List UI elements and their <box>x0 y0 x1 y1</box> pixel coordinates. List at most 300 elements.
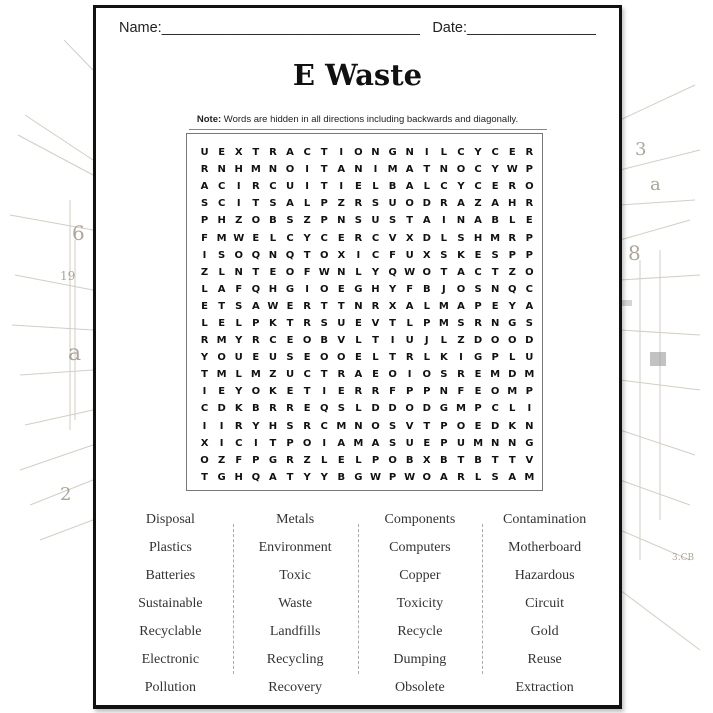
grid-cell[interactable]: Q <box>507 283 517 295</box>
grid-cell[interactable]: A <box>491 198 500 210</box>
grid-cell[interactable]: O <box>422 471 432 483</box>
grid-cell[interactable]: L <box>440 335 448 347</box>
grid-cell[interactable]: M <box>455 403 466 415</box>
grid-cell[interactable]: T <box>320 300 328 312</box>
grid-cell[interactable]: Y <box>200 352 209 364</box>
grid-cell[interactable]: Z <box>269 369 277 381</box>
grid-cell[interactable]: T <box>252 147 260 159</box>
grid-cell[interactable]: F <box>457 386 465 398</box>
grid-cell[interactable]: N <box>456 215 466 227</box>
grid-cell[interactable]: N <box>439 386 449 398</box>
grid-cell[interactable]: U <box>371 215 380 227</box>
grid-cell[interactable]: U <box>405 335 414 347</box>
grid-cell[interactable]: N <box>490 283 500 295</box>
grid-cell[interactable]: P <box>440 437 448 449</box>
grid-cell[interactable]: N <box>508 437 517 449</box>
grid-cell[interactable]: M <box>507 386 518 398</box>
grid-cell[interactable]: R <box>286 454 294 466</box>
grid-cell[interactable]: I <box>424 147 429 159</box>
grid-cell[interactable]: T <box>491 266 499 278</box>
grid-cell[interactable]: F <box>201 232 208 244</box>
grid-cell[interactable]: S <box>388 437 397 449</box>
grid-cell[interactable]: B <box>474 454 482 466</box>
grid-cell[interactable]: A <box>457 266 465 278</box>
grid-cell[interactable]: T <box>372 335 379 347</box>
grid-cell[interactable]: X <box>405 232 414 244</box>
grid-cell[interactable]: Q <box>388 266 397 278</box>
grid-cell[interactable]: U <box>456 437 466 449</box>
grid-cell[interactable]: D <box>422 403 431 415</box>
grid-cell[interactable]: R <box>440 198 448 210</box>
grid-cell[interactable]: Q <box>251 471 261 483</box>
grid-cell[interactable]: K <box>508 420 517 432</box>
grid-cell[interactable]: R <box>371 300 380 312</box>
grid-cell[interactable]: U <box>337 317 346 329</box>
grid-cell[interactable]: I <box>202 386 207 398</box>
grid-cell[interactable]: W <box>404 266 416 278</box>
grid-cell[interactable]: M <box>353 437 364 449</box>
grid-cell[interactable]: O <box>285 266 295 278</box>
grid-cell[interactable]: T <box>337 300 345 312</box>
grid-cell[interactable]: I <box>219 437 224 449</box>
grid-cell[interactable]: I <box>322 386 327 398</box>
grid-cell[interactable]: T <box>423 420 431 432</box>
grid-cell[interactable]: E <box>303 352 311 364</box>
grid-cell[interactable]: H <box>217 215 226 227</box>
grid-cell[interactable]: E <box>474 249 482 261</box>
grid-cell[interactable]: N <box>268 164 278 176</box>
grid-cell[interactable]: D <box>508 369 517 381</box>
grid-cell[interactable]: G <box>508 317 517 329</box>
grid-cell[interactable]: Y <box>457 181 465 193</box>
grid-cell[interactable]: Q <box>251 249 261 261</box>
grid-cell[interactable]: P <box>440 420 448 432</box>
grid-cell[interactable]: P <box>491 352 499 364</box>
grid-cell[interactable]: A <box>286 147 294 159</box>
grid-cell[interactable]: P <box>320 215 328 227</box>
grid-cell[interactable]: U <box>405 437 414 449</box>
date-field[interactable]: Date:________________ <box>432 20 596 36</box>
grid-cell[interactable]: L <box>509 352 516 364</box>
grid-cell[interactable]: U <box>525 352 534 364</box>
grid-cell[interactable]: F <box>235 454 243 466</box>
grid-cell[interactable]: A <box>217 283 226 295</box>
grid-cell[interactable]: Y <box>320 471 328 483</box>
grid-cell[interactable]: S <box>388 420 397 432</box>
grid-cell[interactable]: O <box>456 283 466 295</box>
grid-cell[interactable]: B <box>252 403 260 415</box>
grid-cell[interactable]: M <box>524 471 535 483</box>
grid-cell[interactable]: E <box>218 147 226 159</box>
grid-cell[interactable]: F <box>235 283 243 295</box>
grid-cell[interactable]: M <box>490 369 501 381</box>
grid-cell[interactable]: O <box>251 215 261 227</box>
grid-cell[interactable]: P <box>252 454 260 466</box>
grid-cell[interactable]: A <box>337 164 346 176</box>
grid-cell[interactable]: H <box>234 164 243 176</box>
grid-cell[interactable]: D <box>490 420 500 432</box>
grid-cell[interactable]: C <box>491 147 499 159</box>
grid-cell[interactable]: A <box>251 300 260 312</box>
grid-cell[interactable]: B <box>388 181 397 193</box>
grid-cell[interactable]: G <box>354 283 363 295</box>
grid-cell[interactable]: M <box>438 317 449 329</box>
grid-cell[interactable]: E <box>491 181 499 193</box>
grid-cell[interactable]: K <box>234 403 243 415</box>
grid-cell[interactable]: O <box>302 335 312 347</box>
grid-cell[interactable]: A <box>405 181 414 193</box>
grid-cell[interactable]: K <box>439 352 448 364</box>
grid-cell[interactable]: O <box>456 164 466 176</box>
grid-cell[interactable]: C <box>303 147 311 159</box>
grid-cell[interactable]: U <box>388 198 397 210</box>
grid-cell[interactable]: K <box>269 386 277 398</box>
grid-cell[interactable]: E <box>286 335 294 347</box>
grid-cell[interactable]: L <box>423 300 430 312</box>
grid-cell[interactable]: E <box>337 386 345 398</box>
grid-cell[interactable]: S <box>474 283 482 295</box>
grid-cell[interactable]: K <box>269 317 277 329</box>
grid-cell[interactable]: Y <box>371 266 380 278</box>
grid-cell[interactable]: D <box>217 403 226 415</box>
grid-cell[interactable]: S <box>371 198 380 210</box>
grid-cell[interactable]: C <box>320 420 328 432</box>
grid-cell[interactable]: X <box>234 147 243 159</box>
grid-cell[interactable]: O <box>200 454 209 466</box>
grid-cell[interactable]: E <box>286 300 294 312</box>
grid-cell[interactable]: B <box>405 454 414 466</box>
grid-cell[interactable]: I <box>322 437 327 449</box>
grid-cell[interactable]: I <box>236 181 241 193</box>
grid-cell[interactable]: P <box>525 232 533 244</box>
grid-cell[interactable]: M <box>490 232 501 244</box>
grid-cell[interactable]: I <box>253 437 258 449</box>
grid-cell[interactable]: C <box>303 369 311 381</box>
grid-cell[interactable]: D <box>371 403 380 415</box>
name-field[interactable]: Name:________________________________ <box>119 20 420 36</box>
grid-cell[interactable]: E <box>354 181 362 193</box>
grid-cell[interactable]: R <box>354 386 363 398</box>
grid-cell[interactable]: Y <box>303 232 311 244</box>
grid-cell[interactable]: E <box>423 437 431 449</box>
grid-cell[interactable]: T <box>406 215 414 227</box>
grid-cell[interactable]: E <box>286 386 294 398</box>
grid-cell[interactable]: L <box>509 215 516 227</box>
grid-cell[interactable]: I <box>236 198 241 210</box>
grid-cell[interactable]: S <box>200 198 209 210</box>
grid-cell[interactable]: Z <box>235 215 243 227</box>
grid-cell[interactable]: L <box>509 403 516 415</box>
grid-cell[interactable]: Y <box>235 335 243 347</box>
grid-cell[interactable]: N <box>337 266 346 278</box>
grid-cell[interactable]: F <box>389 249 396 261</box>
grid-cell[interactable]: R <box>200 164 209 176</box>
grid-cell[interactable]: P <box>508 249 516 261</box>
grid-cell[interactable]: I <box>339 147 344 159</box>
grid-cell[interactable]: T <box>457 454 465 466</box>
grid-cell[interactable]: H <box>268 283 278 295</box>
grid-cell[interactable]: Y <box>252 420 260 432</box>
grid-cell[interactable]: Z <box>303 215 311 227</box>
grid-cell[interactable]: L <box>440 147 448 159</box>
grid-cell[interactable]: E <box>525 215 533 227</box>
grid-cell[interactable]: S <box>525 317 533 329</box>
grid-cell[interactable]: Y <box>388 283 397 295</box>
grid-cell[interactable]: Q <box>319 403 329 415</box>
grid-cell[interactable]: E <box>508 147 516 159</box>
grid-cell[interactable]: L <box>355 454 362 466</box>
grid-cell[interactable]: J <box>424 335 429 347</box>
grid-cell[interactable]: R <box>303 420 311 432</box>
grid-cell[interactable]: S <box>320 317 328 329</box>
grid-cell[interactable]: I <box>459 352 463 364</box>
grid-cell[interactable]: W <box>369 471 381 483</box>
grid-cell[interactable]: Z <box>457 335 465 347</box>
grid-cell[interactable]: T <box>218 300 226 312</box>
grid-cell[interactable]: X <box>337 249 346 261</box>
grid-cell[interactable]: C <box>286 232 294 244</box>
grid-cell[interactable]: N <box>490 437 500 449</box>
grid-cell[interactable]: A <box>286 198 294 210</box>
grid-cell[interactable]: N <box>354 420 363 432</box>
grid-cell[interactable]: R <box>525 198 534 210</box>
grid-cell[interactable]: G <box>354 471 363 483</box>
grid-cell[interactable]: F <box>389 386 396 398</box>
grid-cell[interactable]: O <box>388 454 397 466</box>
grid-cell[interactable]: L <box>355 403 362 415</box>
grid-cell[interactable]: N <box>371 147 380 159</box>
grid-cell[interactable]: D <box>388 403 397 415</box>
grid-cell[interactable]: P <box>200 215 209 227</box>
grid-cell[interactable]: O <box>302 437 312 449</box>
grid-cell[interactable]: M <box>216 335 227 347</box>
grid-cell[interactable]: P <box>371 454 380 466</box>
grid-cell[interactable]: R <box>234 420 243 432</box>
grid-cell[interactable]: Z <box>508 266 516 278</box>
grid-cell[interactable]: R <box>525 147 534 159</box>
grid-cell[interactable]: O <box>507 335 517 347</box>
grid-cell[interactable]: A <box>474 215 482 227</box>
grid-cell[interactable]: L <box>201 317 208 329</box>
grid-cell[interactable]: J <box>441 283 446 295</box>
grid-cell[interactable]: A <box>371 437 380 449</box>
grid-cell[interactable]: T <box>201 471 208 483</box>
grid-cell[interactable]: R <box>474 317 482 329</box>
grid-cell[interactable]: S <box>457 232 465 244</box>
grid-cell[interactable]: T <box>269 437 277 449</box>
grid-cell[interactable]: T <box>286 317 294 329</box>
grid-cell[interactable]: S <box>286 215 294 227</box>
grid-cell[interactable]: I <box>441 215 446 227</box>
grid-cell[interactable]: P <box>388 471 397 483</box>
grid-cell[interactable]: O <box>217 352 226 364</box>
grid-cell[interactable]: A <box>354 369 363 381</box>
grid-cell[interactable]: R <box>303 300 311 312</box>
grid-cell[interactable]: I <box>407 369 412 381</box>
grid-cell[interactable]: C <box>217 181 226 193</box>
grid-cell[interactable]: C <box>491 403 499 415</box>
grid-cell[interactable]: G <box>268 454 278 466</box>
grid-cell[interactable]: P <box>474 300 482 312</box>
grid-cell[interactable]: Y <box>235 386 243 398</box>
grid-cell[interactable]: V <box>525 454 534 466</box>
grid-cell[interactable]: A <box>439 471 448 483</box>
grid-cell[interactable]: Z <box>474 198 482 210</box>
grid-cell[interactable]: S <box>440 369 448 381</box>
grid-cell[interactable]: A <box>508 471 517 483</box>
grid-cell[interactable]: C <box>235 437 243 449</box>
grid-cell[interactable]: A <box>457 300 465 312</box>
grid-cell[interactable]: M <box>250 164 261 176</box>
grid-cell[interactable]: L <box>440 232 448 244</box>
grid-cell[interactable]: L <box>201 283 208 295</box>
grid-cell[interactable]: I <box>202 420 207 432</box>
grid-cell[interactable]: R <box>286 403 294 415</box>
grid-cell[interactable]: P <box>423 317 431 329</box>
grid-cell[interactable]: P <box>525 249 533 261</box>
grid-cell[interactable]: E <box>201 300 208 312</box>
grid-cell[interactable]: S <box>337 403 345 415</box>
grid-cell[interactable]: B <box>440 454 448 466</box>
grid-cell[interactable]: X <box>200 437 209 449</box>
grid-cell[interactable]: A <box>405 300 414 312</box>
grid-cell[interactable]: N <box>268 249 278 261</box>
grid-cell[interactable]: N <box>234 266 243 278</box>
grid-cell[interactable]: O <box>319 283 329 295</box>
grid-cell[interactable]: P <box>252 317 260 329</box>
grid-cell[interactable]: Y <box>491 164 499 176</box>
grid-cell[interactable]: Z <box>218 454 226 466</box>
grid-cell[interactable]: O <box>490 386 500 398</box>
grid-cell[interactable]: C <box>474 181 482 193</box>
grid-cell[interactable]: I <box>219 420 224 432</box>
grid-cell[interactable]: E <box>372 369 379 381</box>
grid-cell[interactable]: E <box>337 454 345 466</box>
grid-cell[interactable]: Q <box>285 249 295 261</box>
grid-cell[interactable]: W <box>233 232 245 244</box>
grid-cell[interactable]: Z <box>200 266 209 278</box>
grid-cell[interactable]: N <box>439 164 449 176</box>
grid-cell[interactable]: P <box>525 386 533 398</box>
grid-cell[interactable]: D <box>525 335 534 347</box>
grid-cell[interactable]: A <box>525 300 534 312</box>
grid-cell[interactable]: L <box>218 266 225 278</box>
grid-cell[interactable]: T <box>508 454 516 466</box>
grid-cell[interactable]: E <box>252 232 260 244</box>
grid-cell[interactable]: O <box>525 266 534 278</box>
grid-cell[interactable]: R <box>354 198 363 210</box>
grid-cell[interactable]: C <box>269 335 277 347</box>
grid-cell[interactable]: T <box>389 317 396 329</box>
grid-cell[interactable]: L <box>235 317 242 329</box>
grid-cell[interactable]: T <box>303 386 311 398</box>
grid-cell[interactable]: L <box>406 317 413 329</box>
grid-cell[interactable]: O <box>388 369 397 381</box>
grid-cell[interactable]: R <box>269 403 277 415</box>
grid-cell[interactable]: I <box>305 283 309 295</box>
grid-cell[interactable]: R <box>251 181 260 193</box>
grid-cell[interactable]: N <box>405 147 414 159</box>
grid-cell[interactable]: O <box>456 420 466 432</box>
grid-cell[interactable]: V <box>371 317 380 329</box>
grid-cell[interactable]: C <box>457 147 465 159</box>
grid-cell[interactable]: I <box>202 249 207 261</box>
grid-cell[interactable]: A <box>457 198 465 210</box>
grid-cell[interactable]: R <box>269 147 277 159</box>
grid-cell[interactable]: L <box>355 335 362 347</box>
grid-cell[interactable]: O <box>422 369 432 381</box>
grid-cell[interactable]: S <box>354 215 362 227</box>
grid-cell[interactable]: S <box>491 471 499 483</box>
grid-cell[interactable]: N <box>525 420 534 432</box>
grid-cell[interactable]: I <box>390 335 395 347</box>
grid-cell[interactable]: O <box>525 181 534 193</box>
grid-cell[interactable]: C <box>371 232 380 244</box>
grid-cell[interactable]: H <box>508 198 517 210</box>
grid-cell[interactable]: A <box>269 471 277 483</box>
grid-cell[interactable]: M <box>473 437 484 449</box>
grid-cell[interactable]: L <box>321 454 328 466</box>
grid-cell[interactable]: Z <box>337 198 345 210</box>
grid-cell[interactable]: L <box>372 352 379 364</box>
grid-cell[interactable]: E <box>354 352 362 364</box>
grid-cell[interactable]: U <box>285 369 295 381</box>
grid-cell[interactable]: U <box>268 352 277 364</box>
grid-cell[interactable]: P <box>406 386 414 398</box>
grid-cell[interactable]: G <box>388 147 397 159</box>
grid-cell[interactable]: F <box>303 266 311 278</box>
grid-cell[interactable]: L <box>474 471 482 483</box>
grid-cell[interactable]: R <box>405 352 414 364</box>
grid-cell[interactable]: G <box>217 471 226 483</box>
grid-cell[interactable]: X <box>422 454 431 466</box>
grid-cell[interactable]: G <box>439 403 448 415</box>
grid-cell[interactable]: R <box>508 181 517 193</box>
grid-cell[interactable]: S <box>457 317 465 329</box>
grid-cell[interactable]: T <box>440 266 448 278</box>
grid-cell[interactable]: C <box>525 283 533 295</box>
grid-cell[interactable]: M <box>387 164 398 176</box>
grid-cell[interactable]: T <box>423 164 431 176</box>
grid-cell[interactable]: B <box>269 215 277 227</box>
grid-cell[interactable]: T <box>389 352 396 364</box>
grid-cell[interactable]: T <box>320 164 328 176</box>
grid-cell[interactable]: W <box>506 164 518 176</box>
grid-cell[interactable]: P <box>320 198 328 210</box>
grid-cell[interactable]: R <box>303 317 311 329</box>
grid-cell[interactable]: Y <box>303 471 311 483</box>
grid-cell[interactable]: P <box>525 164 533 176</box>
grid-cell[interactable]: D <box>473 335 483 347</box>
grid-cell[interactable]: M <box>216 369 227 381</box>
grid-cell[interactable]: B <box>491 215 499 227</box>
grid-cell[interactable]: B <box>320 335 329 347</box>
grid-cell[interactable]: E <box>474 369 482 381</box>
grid-cell[interactable]: T <box>320 181 328 193</box>
grid-cell[interactable]: R <box>508 232 517 244</box>
grid-cell[interactable]: L <box>303 198 311 210</box>
grid-cell[interactable]: A <box>422 215 431 227</box>
grid-cell[interactable]: C <box>371 249 380 261</box>
grid-cell[interactable]: G <box>473 352 483 364</box>
grid-cell[interactable]: O <box>405 198 414 210</box>
grid-cell[interactable]: R <box>457 369 465 381</box>
grid-cell[interactable]: C <box>320 232 328 244</box>
grid-cell[interactable]: R <box>251 335 260 347</box>
grid-cell[interactable]: M <box>524 369 535 381</box>
grid-cell[interactable]: G <box>285 283 295 295</box>
grid-cell[interactable]: M <box>438 300 449 312</box>
